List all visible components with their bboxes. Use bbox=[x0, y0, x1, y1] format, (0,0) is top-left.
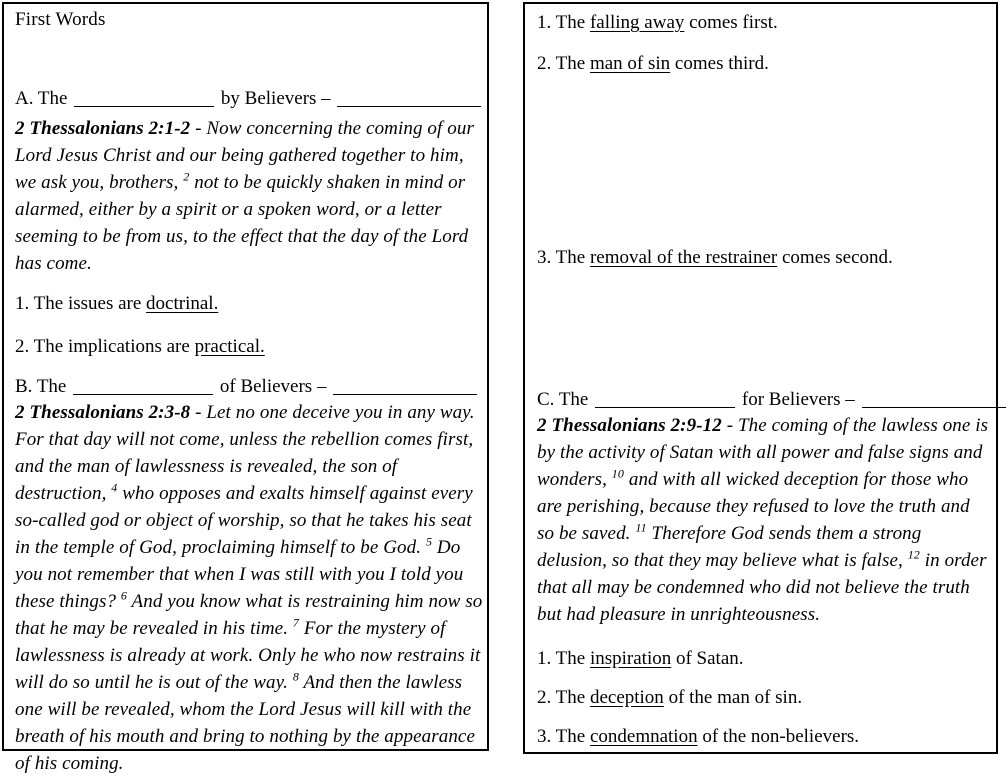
item-text: of the non-believers. bbox=[702, 726, 860, 747]
item-text: comes first. bbox=[689, 12, 778, 33]
list-item bbox=[537, 648, 744, 671]
item-underlined-term: falling away bbox=[589, 12, 685, 33]
fill-in-blank bbox=[595, 394, 735, 408]
item-underlined-term: man of sin bbox=[589, 53, 671, 74]
section-heading-a bbox=[15, 88, 483, 111]
section-heading-b bbox=[15, 376, 479, 399]
list-item bbox=[537, 12, 778, 35]
verse-number: 5 bbox=[425, 534, 433, 549]
fill-in-blank bbox=[74, 93, 214, 107]
item-text: 1. The issues are bbox=[15, 293, 142, 314]
passage-reference: 2 Thessalonians 2:3-8 bbox=[15, 402, 191, 423]
heading-connector: of Believers – bbox=[219, 376, 327, 397]
item-underlined-term: inspiration bbox=[589, 648, 672, 669]
heading-prefix: B. The bbox=[15, 376, 67, 397]
scripture-passage-2thess-2-3-8: 2 Thessalonians 2:3-8 - Let no one deceive you in any way. For that day will not come, unless the rebellion comes first, and the man of lawlessness is revealed, the son of destruction, $^4$ who opposes and exalts himself against every so-called god or object of worship, so that he takes his seat in the temple of God, proclaiming himself to be God. $^5$ Do you not remember that when I was still with you I told you these things? $^6$ And you know what is restraining him now so that he may be revealed in his time. $^7$ For the mystery of lawlessness is already at work. Only he who now restrains it will do so until he is out of the way. $^8$ And then the lawless one will be revealed, whom the Lord Jesus will kill with the breath of his mouth and bring to nothing by the appearance of his coming. bbox=[15, 402, 483, 774]
left-panel bbox=[2, 2, 489, 774]
heading-connector: by Believers – bbox=[220, 88, 331, 109]
item-underlined-term: removal of the restrainer bbox=[589, 247, 778, 268]
item-underlined-term: practical. bbox=[194, 336, 265, 357]
list-item bbox=[537, 247, 893, 270]
item-text: 3. The bbox=[537, 247, 586, 268]
fill-in-blank bbox=[337, 93, 481, 107]
verse-number: 8 bbox=[292, 669, 299, 684]
list-item bbox=[537, 726, 859, 749]
item-text: of the man of sin. bbox=[668, 687, 803, 708]
section-heading-c bbox=[537, 389, 1008, 412]
heading-prefix: A. The bbox=[15, 88, 68, 109]
verse-number: 4 bbox=[111, 480, 118, 495]
list-item bbox=[537, 53, 769, 76]
fill-in-blank bbox=[73, 381, 213, 395]
right-panel bbox=[523, 2, 998, 754]
fill-in-blank bbox=[862, 394, 1006, 408]
item-text: 2. The bbox=[537, 53, 586, 74]
heading-prefix: C. The bbox=[537, 389, 589, 410]
item-text: of Satan. bbox=[675, 648, 744, 669]
verse-number: 11 bbox=[635, 520, 647, 535]
fill-in-blank bbox=[333, 381, 477, 395]
item-text: 3. The bbox=[537, 726, 586, 747]
page-title: First Words bbox=[15, 9, 106, 30]
item-text: 1. The bbox=[537, 648, 586, 669]
item-underlined-term: deception bbox=[589, 687, 664, 708]
list-item bbox=[537, 687, 802, 710]
item-underlined-term: condemnation bbox=[589, 726, 698, 747]
passage-reference: 2 Thessalonians 2:1-2 bbox=[15, 118, 191, 139]
item-text: comes third. bbox=[674, 53, 769, 74]
item-text: 2. The bbox=[537, 687, 586, 708]
item-text: comes second. bbox=[781, 247, 893, 268]
list-item bbox=[15, 293, 218, 316]
heading-connector: for Believers – bbox=[741, 389, 855, 410]
verse-number: 2 bbox=[183, 169, 190, 184]
scripture-passage-2thess-2-9-12: 2 Thessalonians 2:9-12 - The coming of the lawless one is by the activity of Satan with all power and false signs and wonders, $^{10}$ and with all wicked deception for those who are perishing, because they refused to love the truth and so be saved. $^{11}$ Therefore God sends them a strong delusion, so that they may believe what is false, $^{12}$ in order that all may be condemned who did not believe the truth but had pleasure in unrighteousness. bbox=[537, 415, 989, 625]
verse-number: 7 bbox=[292, 615, 300, 630]
list-item bbox=[15, 336, 265, 359]
scripture-passage-2thess-2-1-2: 2 Thessalonians 2:1-2 - Now concerning the coming of our Lord Jesus Christ and our being gathered together to him, we ask you, brothers, $^2$ not to be quickly shaken in mind or alarmed, either by a spirit or a spoken word, or a letter seeming to be from us, to the effect that the day of the Lord has come. bbox=[15, 118, 474, 274]
item-underlined-term: doctrinal. bbox=[146, 293, 219, 314]
item-text: 1. The bbox=[537, 12, 586, 33]
passage-reference: 2 Thessalonians 2:9-12 bbox=[537, 415, 722, 436]
item-text: 2. The implications are bbox=[15, 336, 190, 357]
verse-number: 6 bbox=[120, 588, 127, 603]
verse-number: 10 bbox=[611, 466, 624, 481]
verse-number: 12 bbox=[907, 547, 920, 562]
